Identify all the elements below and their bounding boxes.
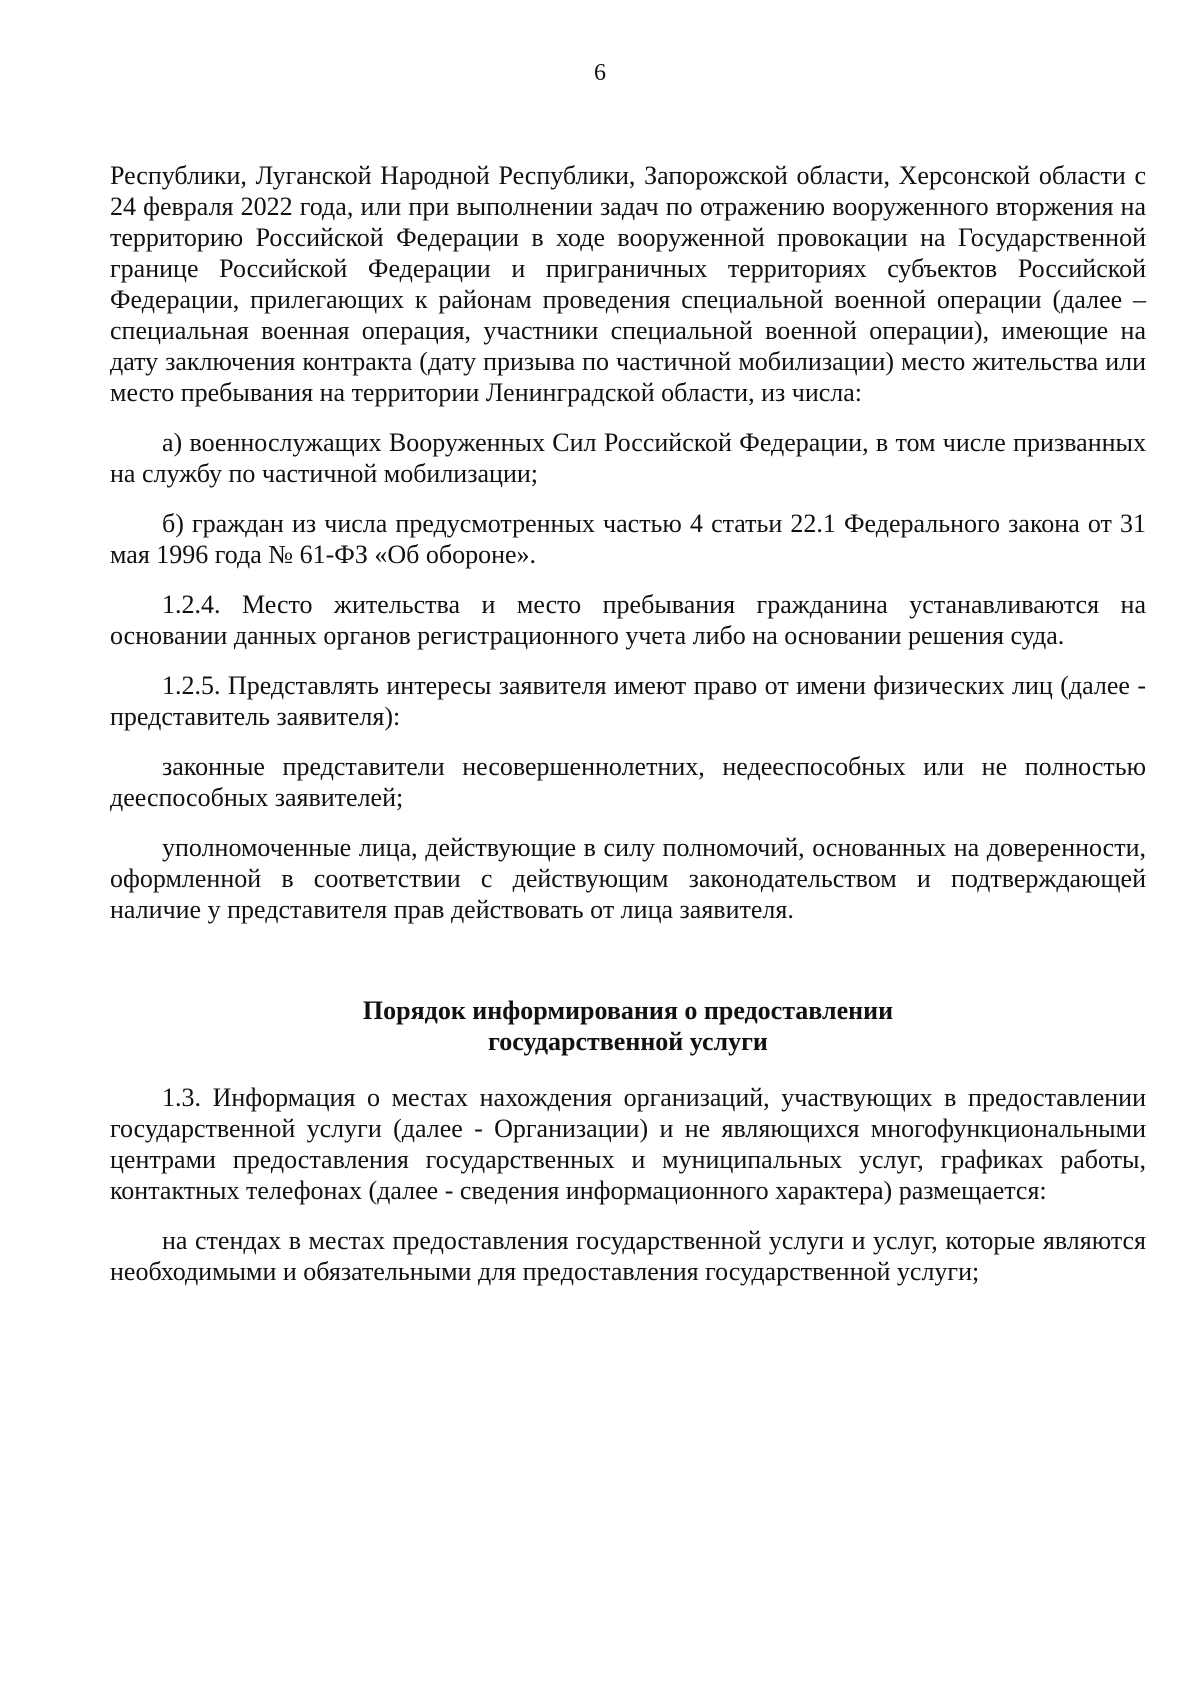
paragraph-1-2-4: 1.2.4. Место жительства и место пребывания гражданина устанавливаются на основании данных органов регистрационного учета либо на основании решения суда. xyxy=(110,590,1146,650)
section-heading-line-1: Порядок информирования о предоставлении xyxy=(362,996,894,1025)
paragraph-item-a: а) военнослужащих Вооруженных Сил Российской Федерации, в том числе призванных на службу по частичной мобилизации; xyxy=(110,428,1146,488)
paragraph-item-b: б) граждан из числа предусмотренных частью 4 статьи 22.1 Федерального закона от 31 мая 1996 года № 61-ФЗ «Об обороне». xyxy=(110,509,1146,569)
paragraph-stands: на стендах в местах предоставления государственной услуги и услуг, которые являются необходимыми и обязательными для предоставления государственной услуги; xyxy=(110,1226,1146,1286)
paragraph-continuation: Республики, Луганской Народной Республики, Запорожской области, Херсонской области с 24 февраля 2022 года, или при выполнении задач по отражению вооруженного вторжения на территорию Российской Федерации в ходе вооруженной провокации на Государственной границе Российской Федерации и приграничных территориях субъектов Российской Федерации, прилегающих к районам проведения специальной военной операции (далее – специальная военная операция, участники специальной военной операции), имеющие на дату заключения контракта (дату призыва по частичной мобилизации) место жительства или место пребывания на территории Ленинградской области, из числа: xyxy=(110,161,1146,407)
paragraph-authorized-persons: уполномоченные лица, действующие в силу полномочий, основанных на доверенности, оформленной в соответствии с действующим законодательством и подтверждающей наличие у представителя прав действовать от лица заявителя. xyxy=(110,833,1146,924)
paragraph-legal-representatives: законные представители несовершеннолетних, недееспособных или не полностью дееспособных заявителей; xyxy=(110,752,1146,812)
page-number: 6 xyxy=(594,60,606,86)
paragraph-1-3: 1.3. Информация о местах нахождения организаций, участвующих в предоставлении государственной услуги (далее - Организации) и не являющихся многофункциональными центрами предоставления государственных и муниципальных услуг, графиках работы, контактных телефонах (далее - сведения информационного характера) размещается: xyxy=(110,1083,1146,1205)
section-heading-line-2: государственной услуги xyxy=(488,1027,768,1056)
paragraph-1-2-5: 1.2.5. Представлять интересы заявителя имеют право от имени физических лиц (далее - представитель заявителя): xyxy=(110,671,1146,731)
document-body xyxy=(110,160,1146,1287)
section-heading xyxy=(110,995,1146,1057)
